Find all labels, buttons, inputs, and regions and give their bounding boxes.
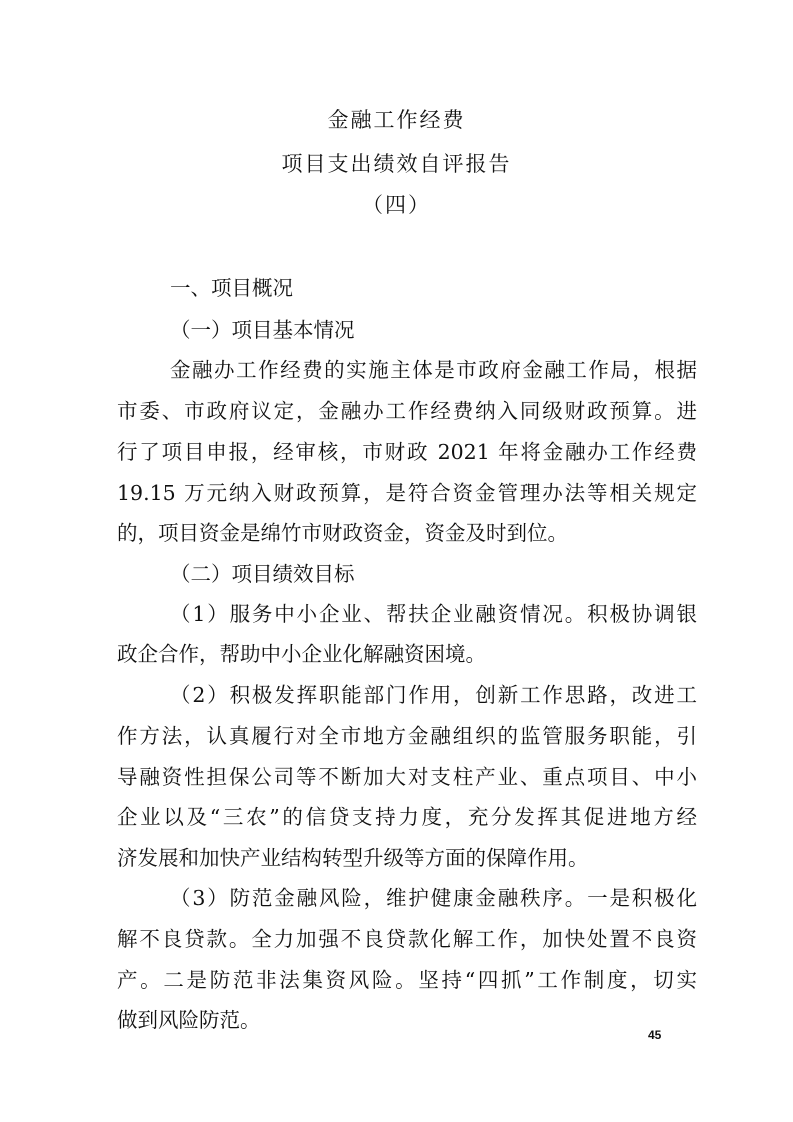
goal-3-line: 解不良贷款。全力加强不良贷款化解工作，加快处置不良资 <box>117 927 697 951</box>
document-title-line-2: 项目支出绩效自评报告 <box>281 152 512 176</box>
page-number: 45 <box>648 1028 662 1042</box>
subsection-heading-1: （一）项目基本情况 <box>170 318 355 342</box>
paragraph-1-line: 市委、市政府议定，金融办工作经费纳入同级财政预算。进 <box>117 399 697 423</box>
goal-3-line: 产。二是防范非法集资风险。坚持“四抓”工作制度，切实 <box>117 968 697 992</box>
goal-2-line: 导融资性担保公司等不断加大对支柱产业、重点项目、中小 <box>117 765 697 789</box>
paragraph-1-line: 金融办工作经费的实施主体是市政府金融工作局，根据 <box>170 358 697 382</box>
subsection-heading-2: （二）项目绩效目标 <box>170 562 355 586</box>
goal-3-line: 做到风险防范。 <box>117 1008 261 1032</box>
paragraph-1-line: 19.15 万元纳入财政预算，是符合资金管理办法等相关规定 <box>117 481 697 505</box>
paragraph-1-line: 的，项目资金是绵竹市财政资金，资金及时到位。 <box>117 521 568 545</box>
goal-3-line: （3）防范金融风险，维护健康金融秩序。一是积极化 <box>170 886 697 910</box>
section-heading-1: 一、项目概况 <box>170 276 293 300</box>
document-title-line-1: 金融工作经费 <box>327 108 466 132</box>
goal-1-line: （1）服务中小企业、帮扶企业融资情况。积极协调银 <box>170 602 697 626</box>
goal-2-line: 作方法，认真履行对全市地方金融组织的监管服务职能，引 <box>117 724 697 748</box>
document-title-line-3: （四） <box>362 193 431 217</box>
goal-2-line: （2）积极发挥职能部门作用，创新工作思路，改进工 <box>170 683 697 707</box>
paragraph-1-line: 行了项目申报，经审核，市财政 2021 年将金融办工作经费 <box>117 440 697 464</box>
goal-2-line: 企业以及“三农”的信贷支持力度，充分发挥其促进地方经 <box>117 805 697 829</box>
goal-1-line: 政企合作，帮助中小企业化解融资困境。 <box>117 642 486 666</box>
goal-2-line: 济发展和加快产业结构转型升级等方面的保障作用。 <box>117 846 589 870</box>
